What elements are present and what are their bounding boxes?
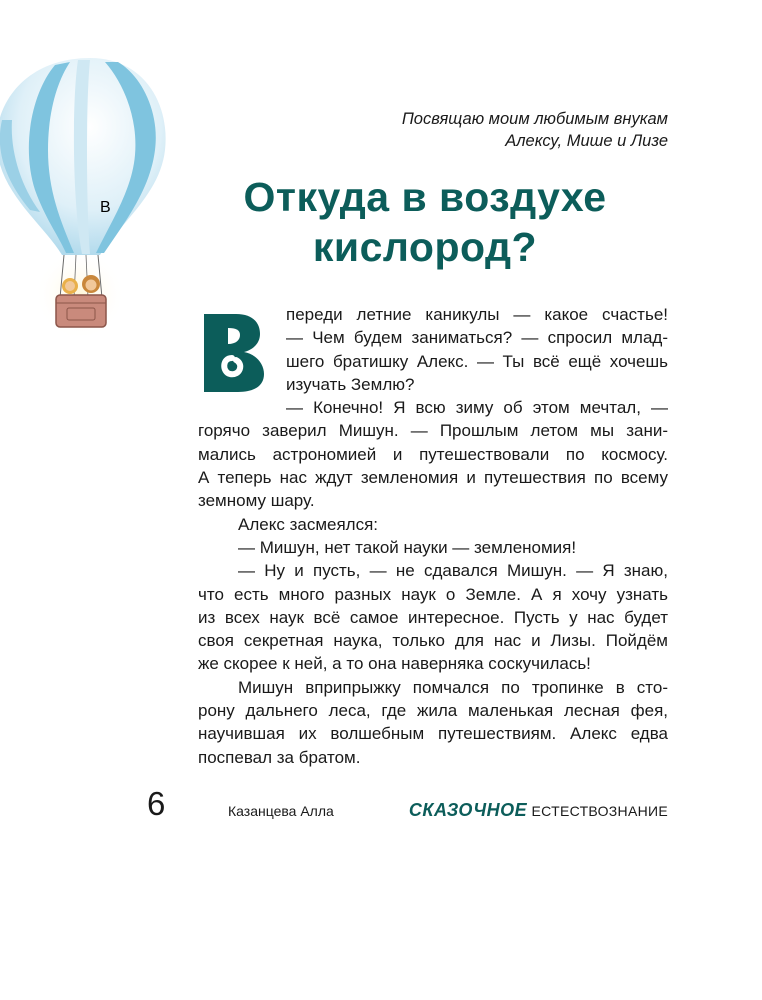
text-line: переди летние каникулы — какое счастье! [286,305,668,324]
series-title [409,800,668,821]
author-name: Казанцева Алла [228,803,334,819]
text-line: А теперь нас ждут земленомия и путешествия по всему [198,468,668,488]
text-line: — Чем будем заниматься? — спросил млад- [286,328,668,348]
text-line: из всех наук всё самое интересное. Пусть у нас будет [198,607,668,627]
drop-cap-letter: В [100,199,111,216]
text-line: научившая их волшебным путешествиям. Алекс едва [198,724,668,744]
chapter-title-line-2: кислород? [312,224,538,270]
text-line: горячо заверил Мишун. — Прошлым летом мы зани- [198,421,668,441]
dedication [308,108,668,152]
text-line: земному шару. [198,491,315,511]
text-line: своя секретная наука, только для нас и Лизы. Пойдём [198,631,668,651]
text-line: же скорее к ней, а то она наверняка соскучилась! [198,654,591,674]
text-line: шего братишку Алекс. — Ты всё ещё хочешь [286,351,668,371]
text-line: Алекс засмеялся: [238,514,379,534]
text-line: мались астрономией и путешествовали по космосу. [198,444,668,464]
body-text [198,303,668,769]
text-line: изучать Землю? [286,374,415,394]
text-line: что есть много разных наук о Земле. А я хочу узнать [198,584,668,604]
text-line: поспевал за братом. [198,747,361,767]
text-line: — Конечно! Я всю зиму об этом мечтал, — [286,398,668,418]
series-title-highlight: СКАЗОЧНОЕ [408,800,528,820]
text-line: Мишун вприпрыжку помчался по тропинке в сто- [238,677,668,697]
text-line: рону дальнего леса, где жила маленькая лесная фея, [198,701,668,721]
page-number: 6 [147,785,166,822]
text-line: — Мишун, нет такой науки — земленомия! [238,537,577,557]
dedication-line-2: Алексу, Мише и Лизе [505,132,668,150]
chapter-title-line-1: Откуда в воздухе [243,174,607,220]
dedication-line-1: Посвящаю моим любимым внукам [401,110,668,128]
series-title-rest: ЕСТЕСТВОЗНАНИЕ [531,803,668,819]
text-line: — Ну и пусть, — не сдавался Мишун. — Я знаю, [238,561,668,581]
chapter-title [150,172,700,272]
